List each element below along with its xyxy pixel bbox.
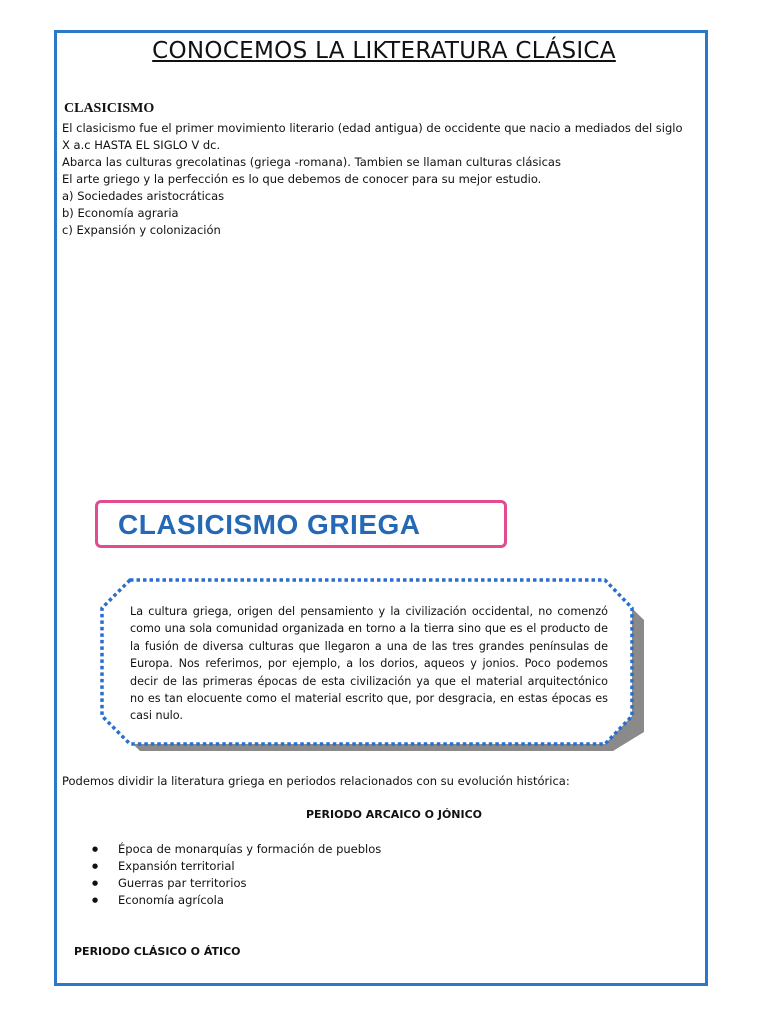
text-line: El arte griego y la perfección es lo que debemos de conocer para su mejor estudio. <box>62 172 542 186</box>
text-line: X a.c HASTA EL SIGLO V dc. <box>62 138 221 152</box>
period-clasico-heading: PERIODO CLÁSICO O ÁTICO <box>74 945 241 958</box>
text-line: b) Economía agraria <box>62 206 179 220</box>
list-item: ● Economía agrícola <box>92 892 381 909</box>
clasicismo-text <box>62 120 702 239</box>
text-line: a) Sociedades aristocráticas <box>62 189 225 203</box>
period-arcaico-heading: PERIODO ARCAICO O JÓNICO <box>305 808 483 821</box>
period-arcaico-list <box>92 841 381 909</box>
greek-title-box <box>95 500 507 548</box>
list-item: ● Expansión territorial <box>92 858 381 875</box>
list-item: ● Época de monarquías y formación de pueblos <box>92 841 381 858</box>
text-line: c) Expansión y colonización <box>62 223 221 237</box>
lead-text: Podemos dividir la literatura griega en periodos relacionados con su evolución histórica: <box>62 774 570 788</box>
greek-title: CLASICISMO GRIEGA <box>118 509 421 540</box>
page-title: CONOCEMOS LA LIKTERATURA CLÁSICA <box>152 38 616 64</box>
text-line: Abarca las culturas grecolatinas (griega -romana). Tambien se llaman culturas clásicas <box>62 155 561 169</box>
text-line: El clasicismo fue el primer movimiento literario (edad antigua) de occidente que nacio a mediados del siglo <box>62 121 683 135</box>
list-item: ● Guerras par territorios <box>92 875 381 892</box>
greek-paragraph: La cultura griega, origen del pensamiento y la civilización occidental, no comenzó como una sola comunidad organizada en torno a la tierra sino que es el producto de la fusión de diversa culturas que llegaron a una de las tres grandes penínsulas de Europa. Nos referimos, por ejemplo, a los dorios, aqueos y jonios. Poco podemos decir de las primeras épocas de esta civilización ya que el material arquitectónico no es tan elocuente como el material escrito que, por desgracia, en estas épocas es casi nulo. <box>130 605 608 723</box>
section-heading-clasicismo: CLASICISMO <box>64 101 155 116</box>
